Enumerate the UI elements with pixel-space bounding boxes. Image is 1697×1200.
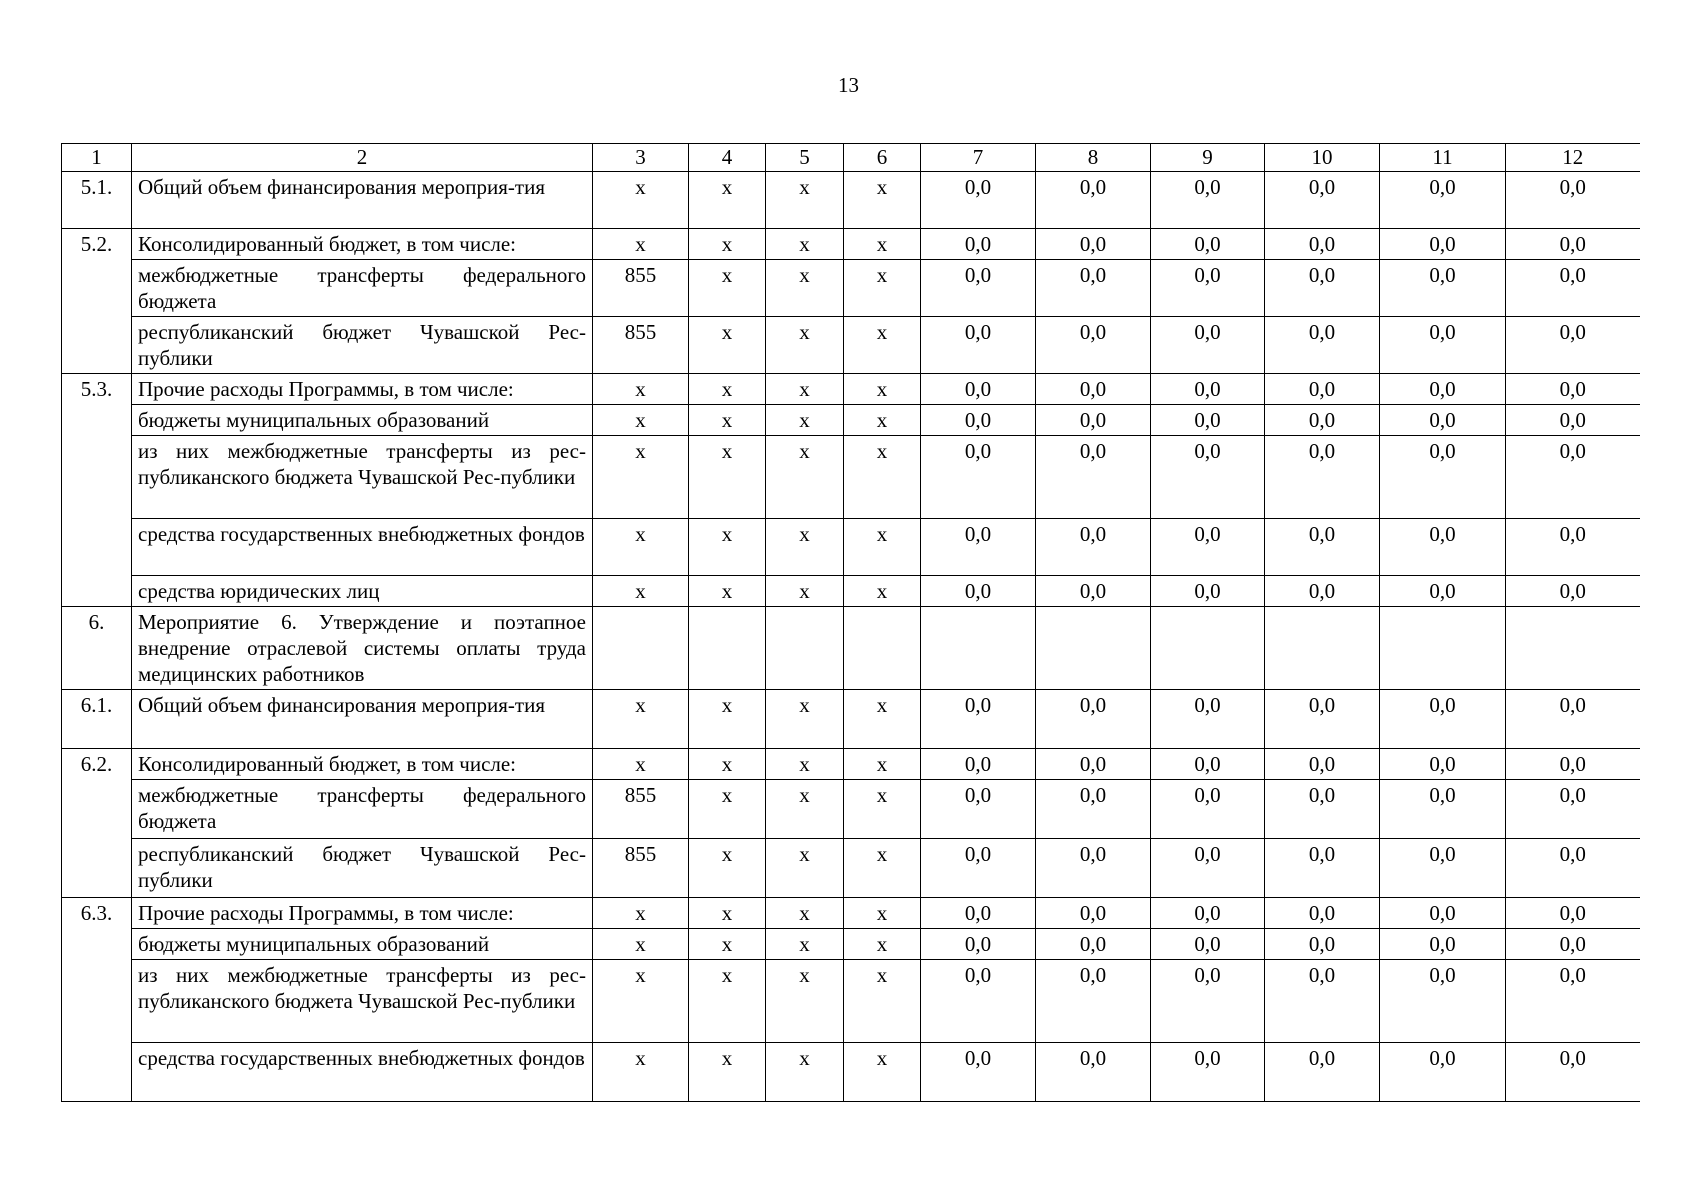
value-cell: 0,0 — [921, 749, 1036, 780]
table-row — [62, 898, 1640, 929]
value-cell: 0,0 — [1506, 405, 1640, 436]
value-cell: 0,0 — [1151, 229, 1265, 260]
row-name: Консолидированный бюджет, в том числе: — [132, 229, 593, 260]
value-cell: 0,0 — [1265, 519, 1380, 576]
value-cell: 0,0 — [1151, 172, 1265, 229]
value-cell: 0,0 — [1036, 749, 1151, 780]
value-cell: 855 — [593, 839, 689, 898]
value-cell: x — [766, 898, 844, 929]
value-cell: 0,0 — [1036, 929, 1151, 960]
row-number — [62, 780, 132, 839]
row-number — [62, 260, 132, 317]
value-cell: 0,0 — [921, 690, 1036, 749]
row-name: Консолидированный бюджет, в том числе: — [132, 749, 593, 780]
header-cell: 5 — [766, 144, 844, 172]
row-name: Прочие расходы Программы, в том числе: — [132, 898, 593, 929]
value-cell: x — [689, 1043, 766, 1102]
value-cell: 0,0 — [921, 172, 1036, 229]
row-name: средства государственных внебюджетных фондов — [132, 519, 593, 576]
value-cell: 0,0 — [1036, 405, 1151, 436]
table-row — [62, 690, 1640, 749]
header-cell: 12 — [1506, 144, 1640, 172]
value-cell: 0,0 — [1265, 960, 1380, 1043]
value-cell: 0,0 — [1380, 576, 1506, 607]
table-row — [62, 229, 1640, 260]
value-cell — [921, 607, 1036, 690]
value-cell: 0,0 — [921, 317, 1036, 374]
value-cell: 0,0 — [1265, 374, 1380, 405]
header-cell: 10 — [1265, 144, 1380, 172]
value-cell: 0,0 — [1151, 436, 1265, 519]
value-cell: 0,0 — [1380, 260, 1506, 317]
value-cell: 0,0 — [1506, 839, 1640, 898]
value-cell: x — [689, 960, 766, 1043]
value-cell: x — [689, 690, 766, 749]
value-cell: 0,0 — [921, 436, 1036, 519]
value-cell: x — [844, 576, 921, 607]
value-cell: 0,0 — [1265, 780, 1380, 839]
value-cell: x — [766, 576, 844, 607]
value-cell: 0,0 — [1380, 519, 1506, 576]
value-cell: x — [766, 172, 844, 229]
row-name: бюджеты муниципальных образований — [132, 405, 593, 436]
value-cell: 0,0 — [1151, 1043, 1265, 1102]
value-cell: x — [593, 436, 689, 519]
value-cell — [1265, 607, 1380, 690]
value-cell: 0,0 — [1151, 898, 1265, 929]
value-cell: x — [593, 229, 689, 260]
value-cell: x — [689, 436, 766, 519]
value-cell: 0,0 — [1265, 576, 1380, 607]
row-number: 5.3. — [62, 374, 132, 405]
value-cell: x — [593, 929, 689, 960]
value-cell: 0,0 — [921, 519, 1036, 576]
value-cell: 0,0 — [1151, 929, 1265, 960]
value-cell: x — [844, 749, 921, 780]
value-cell: x — [766, 229, 844, 260]
header-cell: 7 — [921, 144, 1036, 172]
value-cell — [1036, 607, 1151, 690]
header-cell: 9 — [1151, 144, 1265, 172]
table-row — [62, 317, 1640, 374]
table-row — [62, 519, 1640, 576]
value-cell: x — [844, 317, 921, 374]
value-cell: 0,0 — [1265, 436, 1380, 519]
value-cell: x — [689, 374, 766, 405]
value-cell: x — [593, 1043, 689, 1102]
value-cell: 0,0 — [1506, 690, 1640, 749]
value-cell: 0,0 — [1506, 929, 1640, 960]
value-cell: 0,0 — [1265, 929, 1380, 960]
value-cell: 0,0 — [1506, 172, 1640, 229]
row-number — [62, 317, 132, 374]
value-cell: x — [593, 898, 689, 929]
value-cell: 0,0 — [1380, 960, 1506, 1043]
value-cell: 855 — [593, 317, 689, 374]
value-cell: 0,0 — [1265, 749, 1380, 780]
value-cell: 0,0 — [921, 780, 1036, 839]
value-cell: 0,0 — [1380, 229, 1506, 260]
value-cell: 0,0 — [1036, 1043, 1151, 1102]
row-name: межбюджетные трансферты федерального бюджета — [132, 260, 593, 317]
value-cell: 0,0 — [1265, 229, 1380, 260]
value-cell: 0,0 — [1151, 839, 1265, 898]
value-cell: x — [766, 929, 844, 960]
row-number — [62, 1043, 132, 1102]
value-cell: 0,0 — [1380, 405, 1506, 436]
value-cell: 0,0 — [1506, 576, 1640, 607]
header-cell: 11 — [1380, 144, 1506, 172]
value-cell: 0,0 — [1506, 960, 1640, 1043]
value-cell: 0,0 — [1036, 519, 1151, 576]
value-cell: x — [766, 690, 844, 749]
row-number: 5.1. — [62, 172, 132, 229]
row-number — [62, 519, 132, 576]
value-cell: x — [844, 780, 921, 839]
value-cell: 0,0 — [1036, 229, 1151, 260]
budget-table — [61, 143, 1640, 1102]
value-cell: x — [766, 780, 844, 839]
table-body — [62, 144, 1640, 1102]
value-cell: 0,0 — [1151, 749, 1265, 780]
value-cell: 0,0 — [1380, 839, 1506, 898]
value-cell: x — [766, 839, 844, 898]
header-cell: 8 — [1036, 144, 1151, 172]
value-cell: 0,0 — [1265, 317, 1380, 374]
value-cell: 0,0 — [1265, 898, 1380, 929]
value-cell: 0,0 — [1506, 519, 1640, 576]
value-cell: 0,0 — [1036, 172, 1151, 229]
header-cell: 1 — [62, 144, 132, 172]
value-cell — [1151, 607, 1265, 690]
header-row — [62, 144, 1640, 172]
header-cell: 2 — [132, 144, 593, 172]
value-cell — [689, 607, 766, 690]
value-cell: 0,0 — [1036, 780, 1151, 839]
value-cell: x — [593, 405, 689, 436]
row-number — [62, 929, 132, 960]
value-cell: x — [689, 172, 766, 229]
value-cell: 0,0 — [1265, 405, 1380, 436]
value-cell: 0,0 — [1151, 690, 1265, 749]
value-cell: x — [766, 1043, 844, 1102]
value-cell: x — [766, 749, 844, 780]
row-number — [62, 576, 132, 607]
value-cell: x — [689, 780, 766, 839]
value-cell: x — [766, 374, 844, 405]
row-name: Прочие расходы Программы, в том числе: — [132, 374, 593, 405]
row-name: Мероприятие 6. Утверждение и поэтапное внедрение отраслевой системы оплаты труда медицинских работников — [132, 607, 593, 690]
value-cell: 0,0 — [1151, 405, 1265, 436]
value-cell: x — [689, 317, 766, 374]
value-cell: x — [689, 260, 766, 317]
table-row — [62, 929, 1640, 960]
value-cell: 0,0 — [1151, 317, 1265, 374]
value-cell: x — [766, 519, 844, 576]
row-number — [62, 960, 132, 1043]
value-cell: 0,0 — [1265, 260, 1380, 317]
row-name: средства юридических лиц — [132, 576, 593, 607]
value-cell: x — [844, 172, 921, 229]
value-cell: 0,0 — [1151, 780, 1265, 839]
value-cell: 0,0 — [921, 1043, 1036, 1102]
value-cell: 0,0 — [1506, 229, 1640, 260]
value-cell: x — [844, 374, 921, 405]
value-cell — [844, 607, 921, 690]
value-cell: 0,0 — [1506, 436, 1640, 519]
value-cell: x — [844, 929, 921, 960]
value-cell: 0,0 — [1151, 374, 1265, 405]
header-cell: 6 — [844, 144, 921, 172]
value-cell: 0,0 — [1036, 960, 1151, 1043]
value-cell: 0,0 — [1265, 1043, 1380, 1102]
table-row — [62, 749, 1640, 780]
value-cell: x — [689, 519, 766, 576]
row-name: межбюджетные трансферты федерального бюджета — [132, 780, 593, 839]
row-name: из них межбюджетные трансферты из рес-публиканского бюджета Чувашской Рес-публики — [132, 436, 593, 519]
value-cell: x — [593, 374, 689, 405]
value-cell: 0,0 — [1151, 576, 1265, 607]
row-name: средства государственных внебюджетных фондов — [132, 1043, 593, 1102]
value-cell: 0,0 — [1506, 317, 1640, 374]
value-cell: 0,0 — [1036, 374, 1151, 405]
value-cell: x — [844, 405, 921, 436]
value-cell: 0,0 — [1265, 172, 1380, 229]
table-row — [62, 436, 1640, 519]
row-name: из них межбюджетные трансферты из рес-публиканского бюджета Чувашской Рес-публики — [132, 960, 593, 1043]
value-cell: 0,0 — [1380, 749, 1506, 780]
value-cell: 0,0 — [1151, 519, 1265, 576]
value-cell — [1380, 607, 1506, 690]
value-cell: 0,0 — [1151, 260, 1265, 317]
value-cell — [766, 607, 844, 690]
value-cell: 0,0 — [921, 898, 1036, 929]
value-cell: 0,0 — [1036, 839, 1151, 898]
value-cell: 855 — [593, 260, 689, 317]
value-cell: x — [593, 960, 689, 1043]
value-cell: 0,0 — [921, 405, 1036, 436]
table-row — [62, 374, 1640, 405]
value-cell: 0,0 — [921, 929, 1036, 960]
value-cell: 0,0 — [1380, 898, 1506, 929]
value-cell: 0,0 — [1036, 898, 1151, 929]
value-cell: 0,0 — [1036, 436, 1151, 519]
row-number: 5.2. — [62, 229, 132, 260]
value-cell: x — [689, 929, 766, 960]
value-cell: 0,0 — [1380, 436, 1506, 519]
row-number — [62, 436, 132, 519]
row-number: 6.1. — [62, 690, 132, 749]
value-cell: x — [766, 436, 844, 519]
value-cell: 0,0 — [1506, 780, 1640, 839]
table-row — [62, 576, 1640, 607]
value-cell: x — [689, 898, 766, 929]
value-cell: 0,0 — [1036, 317, 1151, 374]
value-cell: 0,0 — [921, 229, 1036, 260]
page-number: 13 — [838, 73, 859, 97]
row-number: 6.3. — [62, 898, 132, 929]
value-cell: x — [844, 898, 921, 929]
value-cell: x — [844, 839, 921, 898]
value-cell: x — [844, 690, 921, 749]
value-cell: 0,0 — [1151, 960, 1265, 1043]
value-cell: 0,0 — [921, 839, 1036, 898]
value-cell: 855 — [593, 780, 689, 839]
value-cell: x — [766, 405, 844, 436]
value-cell: 0,0 — [1506, 749, 1640, 780]
row-number — [62, 839, 132, 898]
value-cell: 0,0 — [1506, 374, 1640, 405]
table-row — [62, 260, 1640, 317]
table-row — [62, 172, 1640, 229]
row-number: 6.2. — [62, 749, 132, 780]
value-cell: x — [593, 749, 689, 780]
row-name: Общий объем финансирования мероприя-тия — [132, 690, 593, 749]
value-cell: 0,0 — [1506, 1043, 1640, 1102]
value-cell: x — [844, 260, 921, 317]
value-cell: x — [593, 519, 689, 576]
table-row — [62, 1043, 1640, 1102]
value-cell: 0,0 — [1506, 898, 1640, 929]
value-cell: 0,0 — [1380, 1043, 1506, 1102]
value-cell: 0,0 — [1380, 690, 1506, 749]
value-cell: x — [844, 960, 921, 1043]
value-cell: x — [844, 1043, 921, 1102]
table-row — [62, 607, 1640, 690]
value-cell: 0,0 — [921, 260, 1036, 317]
value-cell: 0,0 — [1380, 374, 1506, 405]
value-cell: x — [844, 436, 921, 519]
value-cell: x — [766, 260, 844, 317]
row-name: Общий объем финансирования мероприя-тия — [132, 172, 593, 229]
value-cell: 0,0 — [1036, 260, 1151, 317]
value-cell: x — [593, 576, 689, 607]
value-cell — [1506, 607, 1640, 690]
row-name: бюджеты муниципальных образований — [132, 929, 593, 960]
row-number: 6. — [62, 607, 132, 690]
value-cell: 0,0 — [1380, 172, 1506, 229]
value-cell: x — [689, 576, 766, 607]
value-cell: x — [689, 229, 766, 260]
value-cell: 0,0 — [1380, 780, 1506, 839]
header-cell: 4 — [689, 144, 766, 172]
table-row — [62, 780, 1640, 839]
value-cell: 0,0 — [1380, 929, 1506, 960]
value-cell: 0,0 — [921, 960, 1036, 1043]
value-cell — [593, 607, 689, 690]
value-cell: x — [689, 405, 766, 436]
value-cell: x — [844, 519, 921, 576]
value-cell: x — [689, 749, 766, 780]
value-cell: x — [766, 317, 844, 374]
row-name: республиканский бюджет Чувашской Рес-публики — [132, 317, 593, 374]
value-cell: x — [844, 229, 921, 260]
value-cell: x — [689, 839, 766, 898]
value-cell: 0,0 — [921, 576, 1036, 607]
table-row — [62, 839, 1640, 898]
value-cell: 0,0 — [1380, 317, 1506, 374]
value-cell: x — [593, 690, 689, 749]
table-row — [62, 960, 1640, 1043]
value-cell: x — [593, 172, 689, 229]
row-name: республиканский бюджет Чувашской Рес-публики — [132, 839, 593, 898]
row-number — [62, 405, 132, 436]
value-cell: x — [766, 960, 844, 1043]
value-cell: 0,0 — [1506, 260, 1640, 317]
value-cell: 0,0 — [921, 374, 1036, 405]
value-cell: 0,0 — [1265, 839, 1380, 898]
value-cell: 0,0 — [1036, 690, 1151, 749]
value-cell: 0,0 — [1265, 690, 1380, 749]
header-cell: 3 — [593, 144, 689, 172]
table-row — [62, 405, 1640, 436]
value-cell: 0,0 — [1036, 576, 1151, 607]
